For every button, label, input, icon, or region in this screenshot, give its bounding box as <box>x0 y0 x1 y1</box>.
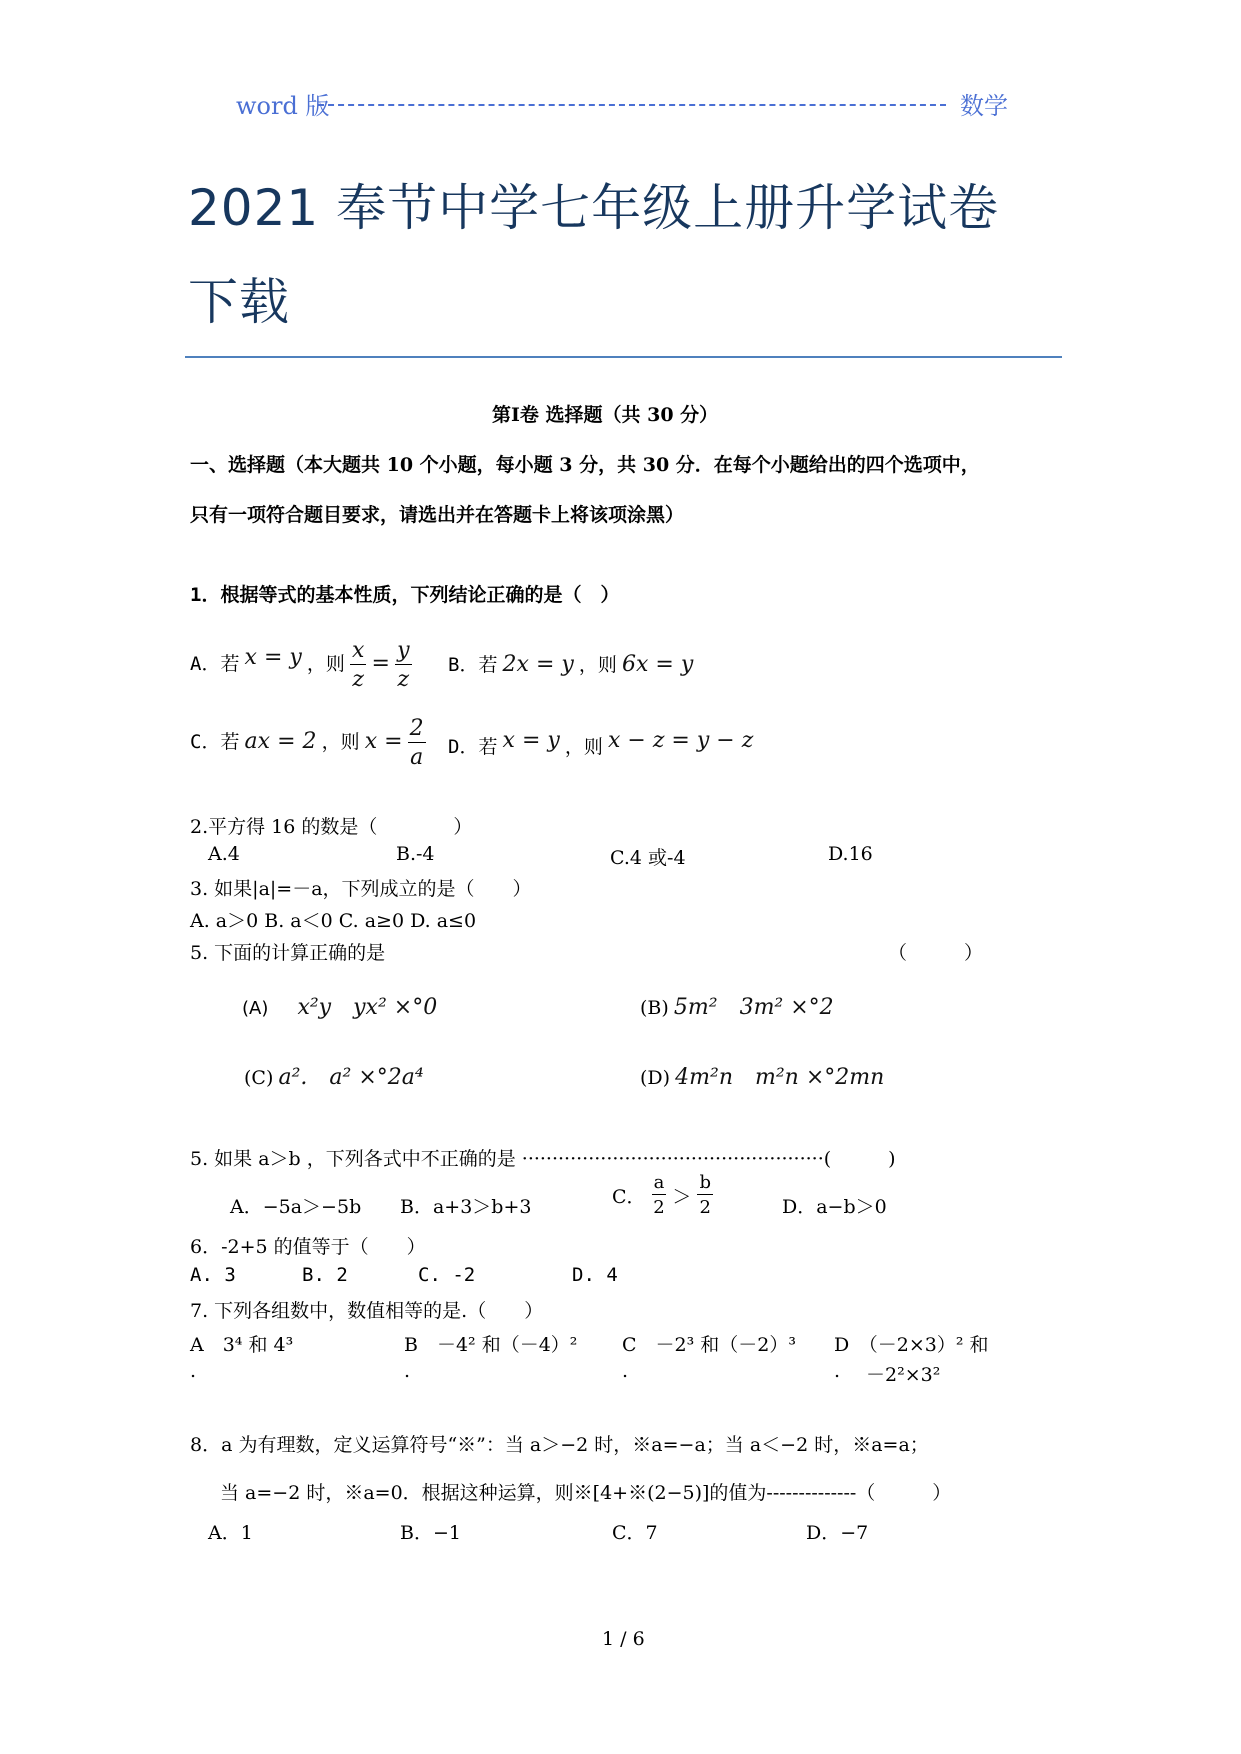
q5a-b-label: (B) <box>640 997 669 1019</box>
q7-option-c: C －2³ 和（－2）³ <box>622 1334 796 1356</box>
q1-b-then: ，则 <box>578 654 617 676</box>
q5b-c-gt: ＞ <box>672 1186 692 1208</box>
q7-option-d: D （－2×3）² 和 <box>834 1334 989 1356</box>
instructions-line2: 只有一项符合题目要求，请选出并在答题卡上将该项涂黑） <box>190 504 685 526</box>
q1-option-d <box>448 728 753 759</box>
q8-line2: 当 a=−2 时，※a=0．根据这种运算，则※[4+※(2−5)]的值为--------------（ ） <box>220 1482 952 1504</box>
q3-options: A. a＞0 B. a＜0 C. a≥0 D. a≤0 <box>190 910 477 932</box>
q7-dot-a: . <box>190 1360 197 1382</box>
q1-a-eq: = <box>371 651 390 676</box>
q5b-c-frac1: $\frac{a}{2}$ <box>653 1172 665 1218</box>
q1-b-res: 6x = y <box>622 652 694 677</box>
q2-option-c: C.4 或-4 <box>610 847 686 869</box>
q5a-a-label: (A) <box>242 998 269 1019</box>
q5b-option-c <box>612 1174 713 1217</box>
q1-d-res: x − z = y − z <box>608 728 754 753</box>
q6-option-a: A. 3 <box>190 1264 236 1286</box>
q5a-d-label: (D) <box>640 1067 671 1089</box>
document-title-line1: 2021 奉节中学七年级上册升学试卷 <box>188 179 1000 237</box>
q1-a-frac-left: $\frac{x}{z}$ <box>352 638 365 692</box>
q7-option-b: B －4² 和（－4）² <box>404 1334 578 1356</box>
q7-stem: 7. 下列各组数中，数值相等的是.（ ） <box>190 1300 544 1322</box>
q2-option-a: A.4 <box>208 843 240 865</box>
q1-option-a <box>190 640 412 691</box>
page-number: 1 / 6 <box>602 1628 645 1650</box>
q1-c-then: ，则 <box>321 731 360 753</box>
header-left: word 版 <box>236 92 330 120</box>
q1-c-lhs: x = <box>364 729 403 754</box>
section-heading: 第Ⅰ卷 选择题（共 30 分） <box>492 404 719 426</box>
header-right: 数学 <box>960 92 1008 120</box>
q1-b-prefix: B．若 <box>448 654 498 676</box>
q1-a-cond: x = y <box>244 645 302 670</box>
q1-stem: 1．根据等式的基本性质，下列结论正确的是（ ） <box>190 584 620 606</box>
q7-option-a: A 3⁴ 和 4³ <box>190 1334 294 1356</box>
q1-b-cond: 2x = y <box>502 652 574 677</box>
q2-option-b: B.-4 <box>396 843 435 865</box>
q1-c-cond: ax = 2 <box>244 729 317 754</box>
instructions-line1: 一、选择题（本大题共 10 个小题，每小题 3 分，共 30 分．在每个小题给出的四个选项中， <box>190 454 980 476</box>
q7-dot-b: . <box>404 1360 411 1382</box>
q5a-option-c <box>244 1060 424 1091</box>
q5a-option-b <box>640 990 834 1021</box>
q7-dot-d: . <box>834 1360 841 1382</box>
q5a-c-label: (C) <box>244 1067 274 1089</box>
q5b-option-a: A．−5a＞−5b <box>230 1196 362 1218</box>
q5a-paren: （ ） <box>888 942 984 964</box>
q1-d-cond: x = y <box>502 728 560 753</box>
q5a-option-a <box>242 990 437 1021</box>
q8-line1: 8．a 为有理数，定义运算符号“※”：当 a＞−2 时，※a=−a；当 a＜−2 时，※a=a； <box>190 1434 929 1456</box>
q5a-c-expr: a². a² ×°2a⁴ <box>278 1065 424 1090</box>
q8-option-b: B．−1 <box>400 1522 461 1544</box>
q5a-b-expr: 5m² 3m² ×°2 <box>673 995 834 1020</box>
document-title-line2: 下载 <box>188 273 290 331</box>
q1-a-frac-right: $\frac{y}{z}$ <box>397 638 410 692</box>
q7-option-d-cont: －2²×3² <box>866 1364 941 1386</box>
q6-option-c: C. -2 <box>418 1264 476 1286</box>
q6-stem: 6．-2+5 的值等于（ ） <box>190 1236 426 1258</box>
q2-option-d: D.16 <box>828 843 873 865</box>
title-rule <box>185 356 1062 358</box>
q1-a-then: ，则 <box>306 653 345 675</box>
q8-option-d: D．−7 <box>806 1522 869 1544</box>
header-dashed-line <box>318 104 946 106</box>
q5a-option-d <box>640 1060 884 1091</box>
q1-option-b <box>448 650 693 677</box>
q6-option-d: D. 4 <box>572 1264 618 1286</box>
q5b-option-d: D．a−b＞0 <box>782 1196 887 1218</box>
q1-a-prefix: A．若 <box>190 653 240 675</box>
q2-stem: 2.平方得 16 的数是（ ） <box>190 816 473 838</box>
q3-stem: 3. 如果|a|=－a，下列成立的是（ ） <box>190 878 532 900</box>
q8-option-c: C．7 <box>612 1522 658 1544</box>
q5b-c-label: C． <box>612 1186 646 1208</box>
q8-option-a: A．1 <box>208 1522 253 1544</box>
q7-dot-c: . <box>622 1360 629 1382</box>
q5b-stem: 5. 如果 a＞b ，下列各式中不正确的是 ··················································( ) <box>190 1148 896 1170</box>
q5b-option-b: B．a+3＞b+3 <box>400 1196 532 1218</box>
q5a-d-expr: 4m²n m²n ×°2mn <box>675 1065 885 1090</box>
q5b-c-frac2: $\frac{b}{2}$ <box>699 1172 711 1218</box>
q1-option-c <box>190 718 426 769</box>
q1-c-prefix: C．若 <box>190 731 240 753</box>
q5a-stem: 5. 下面的计算正确的是 <box>190 942 386 964</box>
q6-option-b: B. 2 <box>302 1264 348 1286</box>
q1-c-frac: $\frac{2}{a}$ <box>409 716 424 770</box>
q1-d-prefix: D．若 <box>448 736 498 758</box>
q1-d-then: ，则 <box>564 736 603 758</box>
q5a-a-expr: x²y yx² ×°0 <box>297 995 438 1020</box>
